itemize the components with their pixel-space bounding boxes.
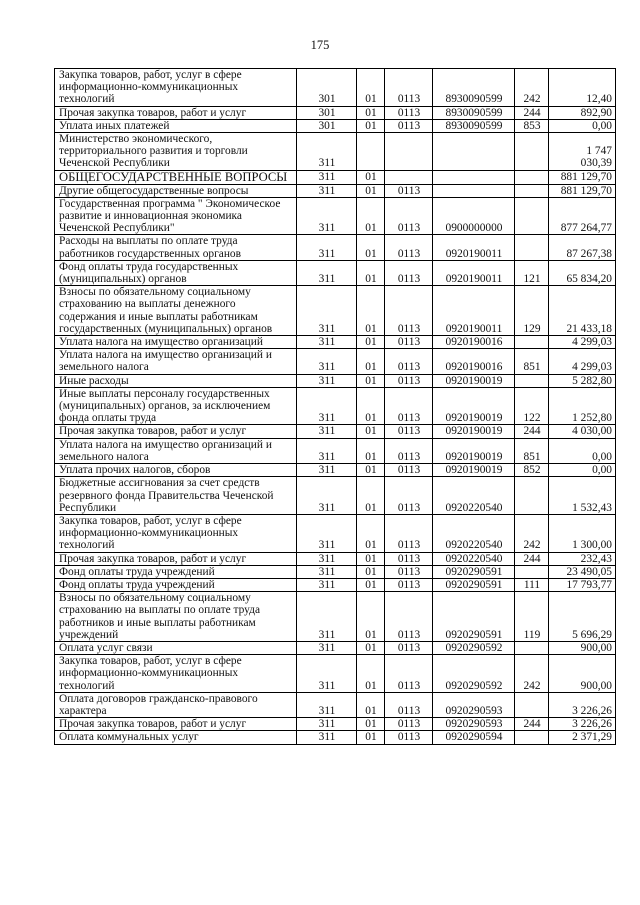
section-code-cell: 01	[357, 425, 385, 438]
section-code-cell: 01	[357, 641, 385, 654]
section-code-cell: 01	[357, 387, 385, 425]
section-code-cell: 01	[357, 69, 385, 107]
expense-type-cell: 853	[515, 119, 549, 132]
target-article-cell: 0920290591	[433, 592, 515, 642]
subsection-code-cell: 0113	[385, 374, 433, 387]
amount-cell: 1 252,80	[549, 387, 616, 425]
table-row	[55, 387, 616, 425]
target-article-cell: 0920190019	[433, 374, 515, 387]
amount-cell: 232,43	[549, 552, 616, 565]
subsection-code-cell: 0113	[385, 514, 433, 552]
section-code-cell: 01	[357, 106, 385, 119]
ministry-code-cell: 311	[297, 718, 357, 731]
ministry-code-cell: 311	[297, 197, 357, 235]
subsection-code-cell: 0113	[385, 552, 433, 565]
section-code-cell: 01	[357, 692, 385, 717]
table-row	[55, 692, 616, 717]
target-article-cell: 0920220540	[433, 552, 515, 565]
section-code-cell: 01	[357, 336, 385, 349]
table-row	[55, 731, 616, 744]
name-cell: Закупка товаров, работ, услуг в сфере информационно-коммуникационных технологий	[55, 69, 297, 107]
name-cell: Взносы по обязательному социальному страхованию на выплаты по оплате труда работников и иные выплаты работникам учреждений	[55, 592, 297, 642]
subsection-code-cell: 0113	[385, 464, 433, 477]
name-cell: Бюджетные ассигнования за счет средств резервного фонда Правительства Чеченской Республики	[55, 477, 297, 515]
ministry-code-cell: 311	[297, 477, 357, 515]
subsection-code-cell: 0113	[385, 438, 433, 463]
subsection-code-cell: 0113	[385, 106, 433, 119]
subsection-code-cell: 0113	[385, 235, 433, 260]
subsection-code-cell: 0113	[385, 184, 433, 197]
table-row	[55, 119, 616, 132]
target-article-cell: 8930090599	[433, 69, 515, 107]
amount-cell: 0,00	[549, 438, 616, 463]
name-cell: Уплата иных платежей	[55, 119, 297, 132]
ministry-code-cell: 301	[297, 106, 357, 119]
subsection-code-cell: 0113	[385, 641, 433, 654]
expense-type-cell	[515, 731, 549, 744]
expense-type-cell: 244	[515, 718, 549, 731]
ministry-code-cell: 311	[297, 514, 357, 552]
table-row	[55, 286, 616, 336]
amount-cell: 3 226,26	[549, 718, 616, 731]
target-article-cell	[433, 184, 515, 197]
section-code-cell: 01	[357, 184, 385, 197]
ministry-code-cell: 301	[297, 69, 357, 107]
subsection-code-cell: 0113	[385, 477, 433, 515]
ministry-code-cell: 311	[297, 731, 357, 744]
expense-type-cell: 129	[515, 286, 549, 336]
amount-cell: 892,90	[549, 106, 616, 119]
subsection-code-cell: 0113	[385, 387, 433, 425]
name-cell: Прочая закупка товаров, работ и услуг	[55, 718, 297, 731]
subsection-code-cell: 0113	[385, 718, 433, 731]
section-code-cell: 01	[357, 718, 385, 731]
amount-cell: 877 264,77	[549, 197, 616, 235]
table-row	[55, 349, 616, 374]
name-cell: Прочая закупка товаров, работ и услуг	[55, 425, 297, 438]
target-article-cell: 8930090599	[433, 119, 515, 132]
ministry-code-cell: 301	[297, 119, 357, 132]
target-article-cell: 0920190019	[433, 387, 515, 425]
subsection-code-cell: 0113	[385, 655, 433, 693]
subsection-code-cell: 0113	[385, 260, 433, 285]
ministry-code-cell: 311	[297, 552, 357, 565]
ministry-code-cell: 311	[297, 374, 357, 387]
subsection-code-cell: 0113	[385, 349, 433, 374]
name-cell: Государственная программа " Экономическое развитие и инновационная экономика Чеченской Республики"	[55, 197, 297, 235]
expense-type-cell: 122	[515, 387, 549, 425]
target-article-cell: 0900000000	[433, 197, 515, 235]
expense-type-cell	[515, 133, 549, 171]
table-row	[55, 565, 616, 578]
target-article-cell: 0920190019	[433, 464, 515, 477]
target-article-cell: 0920290592	[433, 641, 515, 654]
table-row	[55, 578, 616, 591]
amount-cell: 900,00	[549, 655, 616, 693]
expense-type-cell	[515, 197, 549, 235]
amount-cell: 0,00	[549, 464, 616, 477]
amount-cell: 3 226,26	[549, 692, 616, 717]
target-article-cell: 0920290591	[433, 565, 515, 578]
amount-cell: 12,40	[549, 69, 616, 107]
amount-cell: 881 129,70	[549, 170, 616, 184]
subsection-code-cell: 0113	[385, 69, 433, 107]
target-article-cell: 0920220540	[433, 514, 515, 552]
amount-cell: 21 433,18	[549, 286, 616, 336]
expense-type-cell	[515, 374, 549, 387]
name-cell: Фонд оплаты труда учреждений	[55, 578, 297, 591]
ministry-code-cell: 311	[297, 235, 357, 260]
target-article-cell	[433, 170, 515, 184]
section-code-cell: 01	[357, 197, 385, 235]
name-cell: Закупка товаров, работ, услуг в сфере информационно-коммуникационных технологий	[55, 514, 297, 552]
table-row	[55, 464, 616, 477]
name-cell: Оплата договоров гражданско-правового характера	[55, 692, 297, 717]
table-row	[55, 235, 616, 260]
target-article-cell: 0920190016	[433, 349, 515, 374]
expense-type-cell: 852	[515, 464, 549, 477]
name-cell: Оплата коммунальных услуг	[55, 731, 297, 744]
section-code-cell: 01	[357, 286, 385, 336]
expense-type-cell: 244	[515, 106, 549, 119]
subsection-code-cell: 0113	[385, 197, 433, 235]
table-row	[55, 425, 616, 438]
table-row	[55, 170, 616, 184]
subsection-code-cell: 0113	[385, 425, 433, 438]
amount-cell: 2 371,29	[549, 731, 616, 744]
name-cell: Иные расходы	[55, 374, 297, 387]
table-row	[55, 552, 616, 565]
ministry-code-cell: 311	[297, 184, 357, 197]
subsection-code-cell	[385, 170, 433, 184]
subsection-code-cell: 0113	[385, 592, 433, 642]
expense-type-cell	[515, 565, 549, 578]
subsection-code-cell: 0113	[385, 692, 433, 717]
table-row	[55, 514, 616, 552]
name-cell: Уплата налога на имущество организаций	[55, 336, 297, 349]
budget-table	[54, 68, 616, 745]
ministry-code-cell: 311	[297, 655, 357, 693]
table-row	[55, 69, 616, 107]
section-code-cell: 01	[357, 260, 385, 285]
subsection-code-cell: 0113	[385, 578, 433, 591]
name-cell: Иные выплаты персоналу государственных (муниципальных) органов, за исключением фонда оплаты труда	[55, 387, 297, 425]
section-code-cell: 01	[357, 464, 385, 477]
expense-type-cell	[515, 235, 549, 260]
amount-cell: 5 696,29	[549, 592, 616, 642]
expense-type-cell	[515, 641, 549, 654]
section-code-cell: 01	[357, 578, 385, 591]
expense-type-cell: 851	[515, 438, 549, 463]
expense-type-cell: 111	[515, 578, 549, 591]
expense-type-cell	[515, 336, 549, 349]
expense-type-cell: 851	[515, 349, 549, 374]
amount-cell: 4 299,03	[549, 336, 616, 349]
table-row	[55, 336, 616, 349]
ministry-code-cell: 311	[297, 641, 357, 654]
target-article-cell: 0920190019	[433, 425, 515, 438]
name-cell: Прочая закупка товаров, работ и услуг	[55, 552, 297, 565]
table-row	[55, 718, 616, 731]
name-cell: Уплата налога на имущество организаций и земельного налога	[55, 438, 297, 463]
ministry-code-cell: 311	[297, 387, 357, 425]
target-article-cell: 0920190016	[433, 336, 515, 349]
amount-cell: 4 299,03	[549, 349, 616, 374]
name-cell: Другие общегосударственные вопросы	[55, 184, 297, 197]
name-cell: Министерство экономического, территориального развития и торговли Чеченской Республики	[55, 133, 297, 171]
ministry-code-cell: 311	[297, 565, 357, 578]
table-row	[55, 592, 616, 642]
amount-cell: 1 532,43	[549, 477, 616, 515]
section-code-cell: 01	[357, 514, 385, 552]
ministry-code-cell: 311	[297, 464, 357, 477]
table-row	[55, 641, 616, 654]
table-row	[55, 438, 616, 463]
table-row	[55, 197, 616, 235]
subsection-code-cell: 0113	[385, 286, 433, 336]
expense-type-cell: 244	[515, 425, 549, 438]
section-code-cell: 01	[357, 565, 385, 578]
subsection-code-cell: 0113	[385, 336, 433, 349]
name-cell: ОБЩЕГОСУДАРСТВЕННЫЕ ВОПРОСЫ	[55, 170, 297, 184]
name-cell: Уплата прочих налогов, сборов	[55, 464, 297, 477]
amount-cell: 0,00	[549, 119, 616, 132]
target-article-cell: 0920290591	[433, 578, 515, 591]
table-row	[55, 260, 616, 285]
amount-cell: 881 129,70	[549, 184, 616, 197]
amount-cell: 4 030,00	[549, 425, 616, 438]
ministry-code-cell: 311	[297, 578, 357, 591]
amount-cell: 5 282,80	[549, 374, 616, 387]
expense-type-cell: 121	[515, 260, 549, 285]
expense-type-cell	[515, 184, 549, 197]
expense-type-cell: 242	[515, 655, 549, 693]
budget-table-body	[55, 69, 616, 745]
target-article-cell: 0920190011	[433, 260, 515, 285]
ministry-code-cell: 311	[297, 425, 357, 438]
ministry-code-cell: 311	[297, 349, 357, 374]
target-article-cell: 8930090599	[433, 106, 515, 119]
name-cell: Фонд оплаты труда учреждений	[55, 565, 297, 578]
amount-cell: 87 267,38	[549, 235, 616, 260]
name-cell: Закупка товаров, работ, услуг в сфере информационно-коммуникационных технологий	[55, 655, 297, 693]
target-article-cell: 0920190011	[433, 235, 515, 260]
target-article-cell: 0920290592	[433, 655, 515, 693]
table-row	[55, 655, 616, 693]
name-cell: Уплата налога на имущество организаций и земельного налога	[55, 349, 297, 374]
amount-cell: 65 834,20	[549, 260, 616, 285]
expense-type-cell	[515, 477, 549, 515]
table-row	[55, 184, 616, 197]
name-cell: Оплата услуг связи	[55, 641, 297, 654]
amount-cell: 17 793,77	[549, 578, 616, 591]
name-cell: Взносы по обязательному социальному страхованию на выплаты денежного содержания и иные выплаты работникам государственных (муниципальных) органов	[55, 286, 297, 336]
section-code-cell: 01	[357, 235, 385, 260]
section-code-cell: 01	[357, 552, 385, 565]
name-cell: Прочая закупка товаров, работ и услуг	[55, 106, 297, 119]
target-article-cell: 0920290593	[433, 718, 515, 731]
ministry-code-cell: 311	[297, 336, 357, 349]
section-code-cell: 01	[357, 349, 385, 374]
expense-type-cell: 242	[515, 514, 549, 552]
ministry-code-cell: 311	[297, 170, 357, 184]
section-code-cell	[357, 133, 385, 171]
target-article-cell: 0920290594	[433, 731, 515, 744]
subsection-code-cell: 0113	[385, 731, 433, 744]
expense-type-cell	[515, 692, 549, 717]
section-code-cell: 01	[357, 438, 385, 463]
section-code-cell: 01	[357, 477, 385, 515]
ministry-code-cell: 311	[297, 133, 357, 171]
expense-type-cell: 244	[515, 552, 549, 565]
name-cell: Фонд оплаты труда государственных (муниципальных) органов	[55, 260, 297, 285]
amount-cell: 23 490,05	[549, 565, 616, 578]
section-code-cell: 01	[357, 731, 385, 744]
expense-type-cell: 242	[515, 69, 549, 107]
target-article-cell: 0920220540	[433, 477, 515, 515]
target-article-cell: 0920190019	[433, 438, 515, 463]
table-row	[55, 106, 616, 119]
ministry-code-cell: 311	[297, 260, 357, 285]
page-number: 175	[310, 38, 330, 52]
table-row	[55, 374, 616, 387]
subsection-code-cell	[385, 133, 433, 171]
section-code-cell: 01	[357, 374, 385, 387]
table-row	[55, 477, 616, 515]
expense-type-cell	[515, 170, 549, 184]
target-article-cell: 0920290593	[433, 692, 515, 717]
ministry-code-cell: 311	[297, 286, 357, 336]
section-code-cell: 01	[357, 655, 385, 693]
subsection-code-cell: 0113	[385, 565, 433, 578]
ministry-code-cell: 311	[297, 692, 357, 717]
ministry-code-cell: 311	[297, 438, 357, 463]
amount-cell: 1 300,00	[549, 514, 616, 552]
amount-cell: 900,00	[549, 641, 616, 654]
subsection-code-cell: 0113	[385, 119, 433, 132]
name-cell: Расходы на выплаты по оплате труда работников государственных органов	[55, 235, 297, 260]
expense-type-cell: 119	[515, 592, 549, 642]
section-code-cell: 01	[357, 170, 385, 184]
section-code-cell: 01	[357, 592, 385, 642]
section-code-cell: 01	[357, 119, 385, 132]
table-row	[55, 133, 616, 171]
target-article-cell: 0920190011	[433, 286, 515, 336]
ministry-code-cell: 311	[297, 592, 357, 642]
amount-cell: 1 747 030,39	[549, 133, 616, 171]
target-article-cell	[433, 133, 515, 171]
